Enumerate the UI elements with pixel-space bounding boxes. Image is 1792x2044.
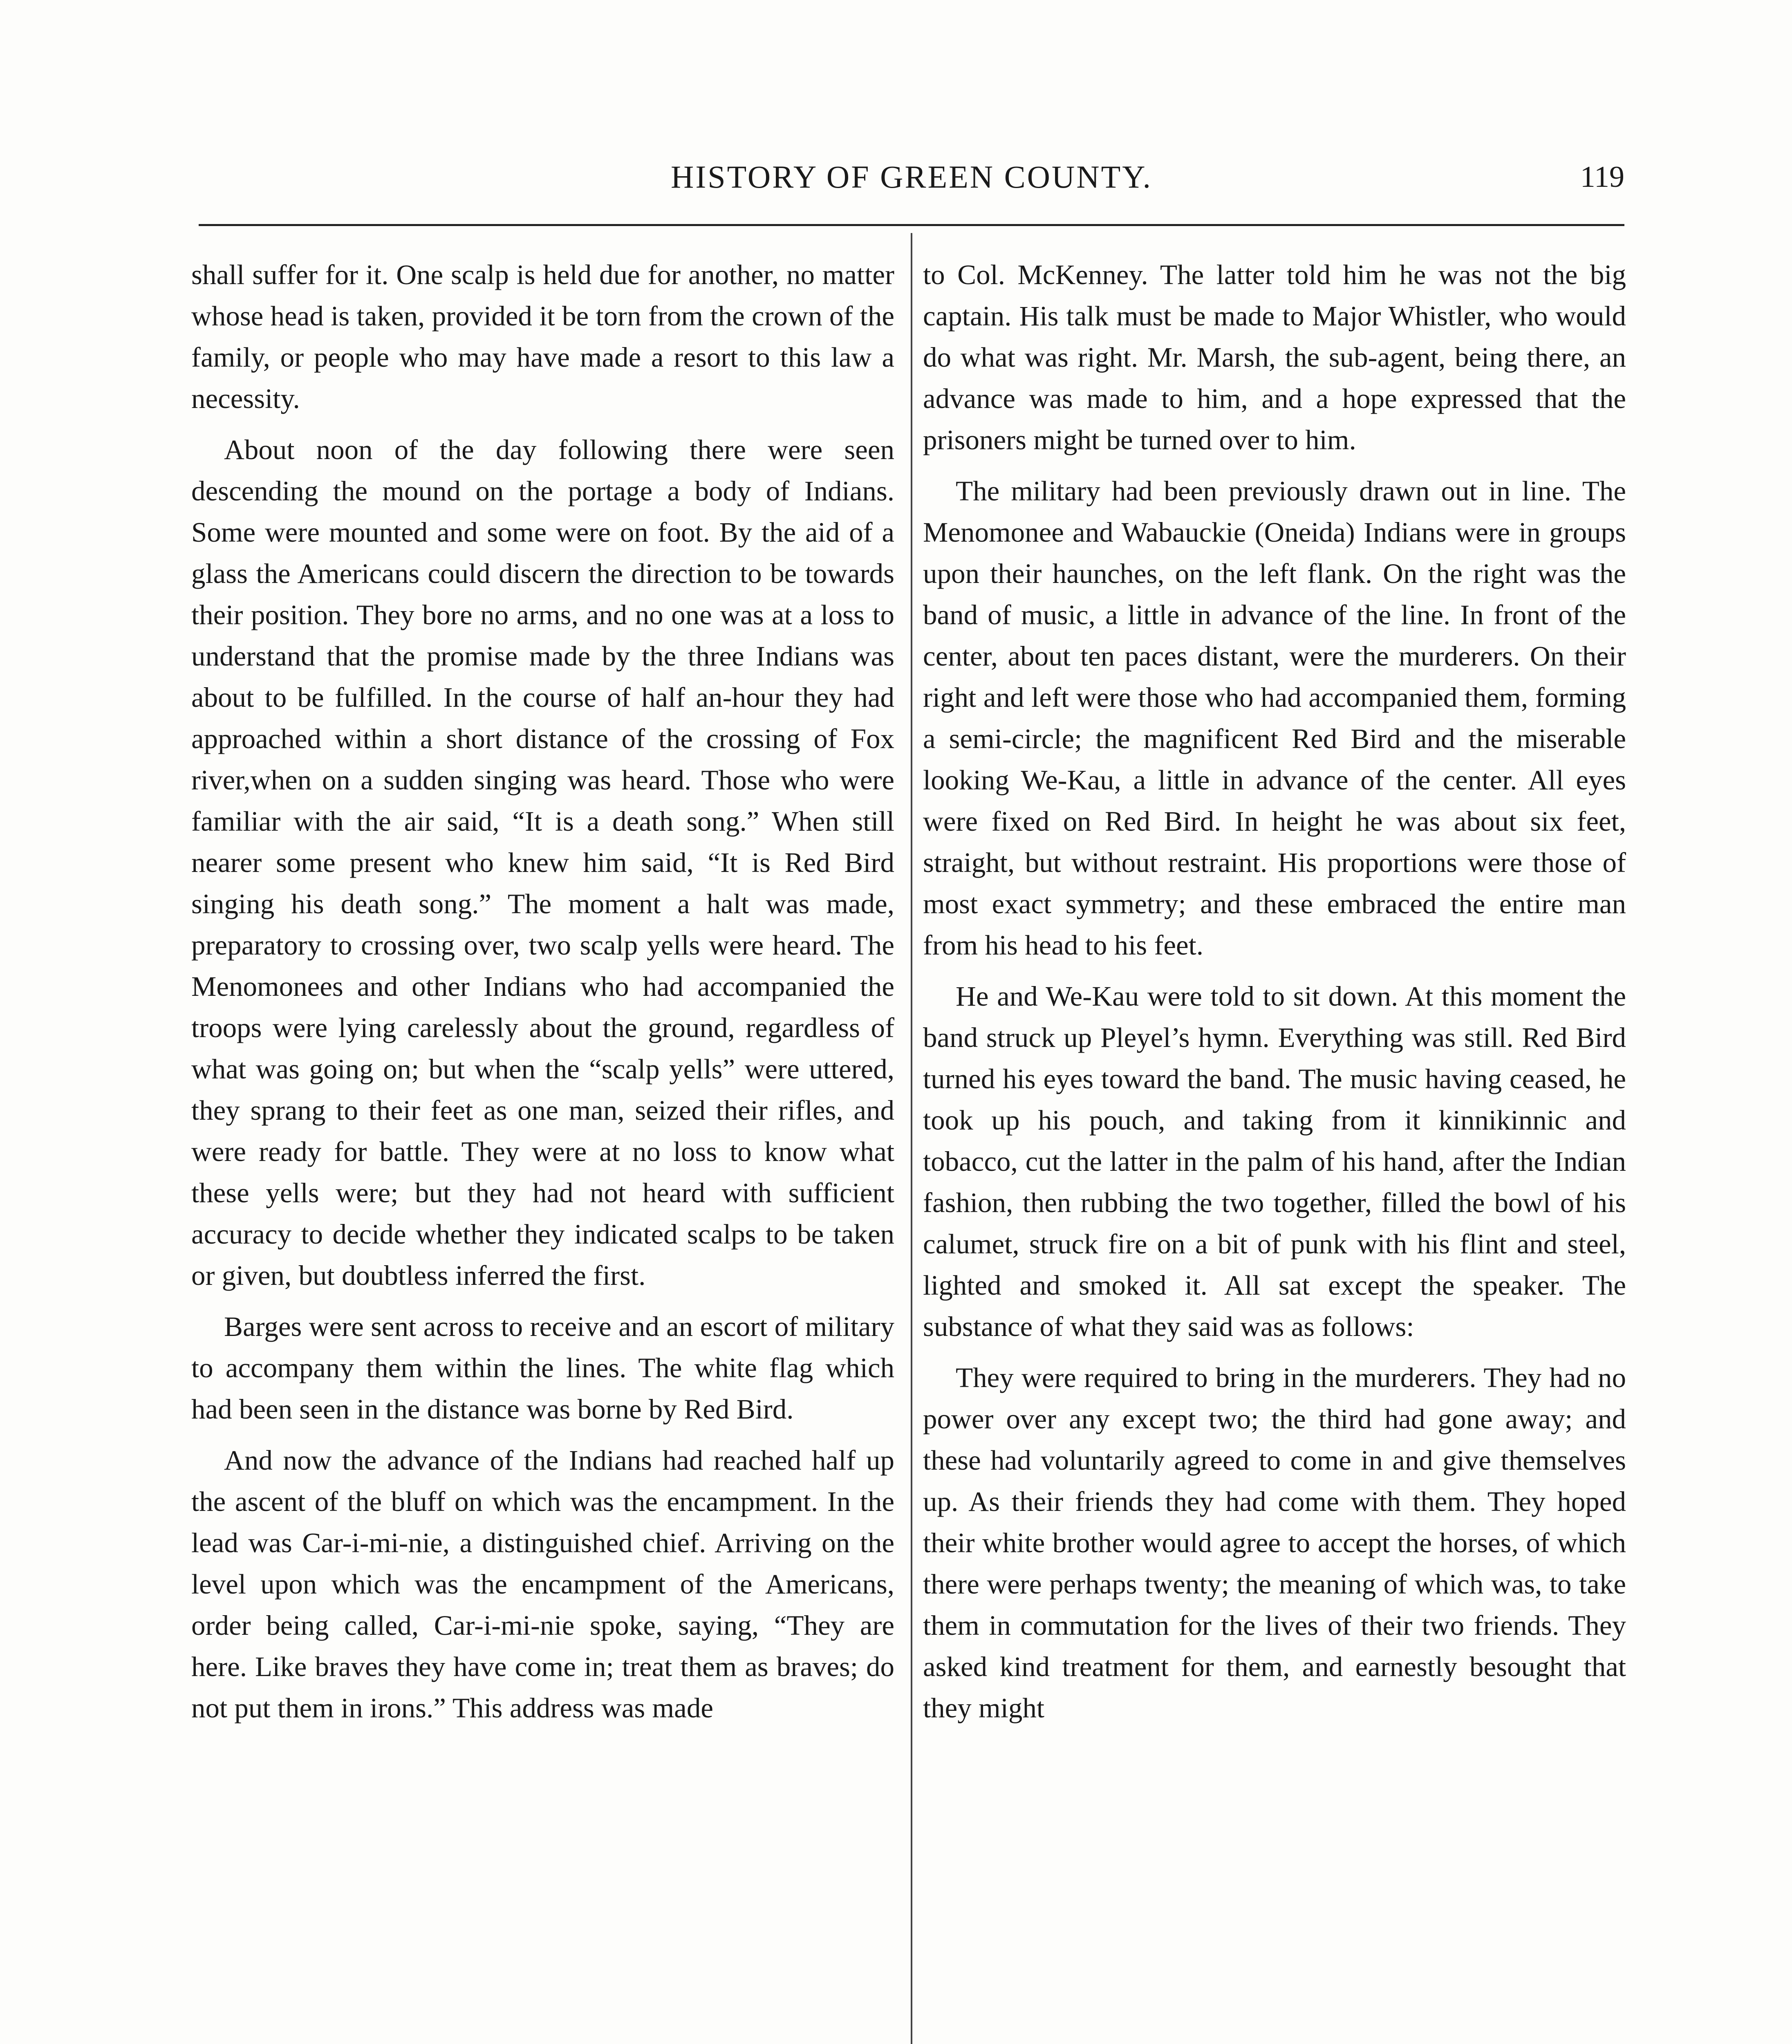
paragraph: They were required to bring in the murderers. They had no power over any except two; the third had gone away; and these had voluntarily agreed to come in and give themselves up. As their friends they had come with them. They hoped their white brother would agree to accept the horses, of which there were perhaps twenty; the meaning of which was, to take them in commutation for the lives of their two friends. They asked kind treatment for them, and earnestly besought that they might [923,1362,1626,1724]
paragraph: shall suffer for it. One scalp is held due for another, no matter whose head is taken, provided it be torn from the crown of the family, or people who may have made a resort to this law a necessity. [191,259,894,414]
paragraph: to Col. McKenney. The latter told him he was not the big captain. His talk must be made to Major Whistler, who would do what was right. Mr. Marsh, the sub-agent, being there, an advance was made to him, and a hope expressed that the prisoners might be turned over to him. [923,259,1626,455]
page-title: HISTORY OF GREEN COUNTY. [670,159,1153,195]
running-header [199,150,1624,204]
page-number: 119 [1580,160,1624,194]
paragraph: Barges were sent across to receive and an escort of military to accompany them within the lines. The white flag which had been seen in the distance was borne by Red Bird. [191,1311,894,1425]
paragraph: The military had been previously drawn out in line. The Menomonee and Wabauckie (Oneida) Indians were in groups upon their haunches, on the left flank. On the right was the band of music, a little in advance of the line. In front of the center, about ten paces distant, were the murderers. On their right and left were those who had accompanied them, forming a semi-circle; the magnificent Red Bird and the miserable looking We-Kau, a little in advance of the center. All eyes were fixed on Red Bird. In height he was about six feet, straight, but without restraint. His proportions were those of most exact symmetry; and these embraced the entire man from his head to his feet. [923,475,1626,961]
left-column [191,254,894,1739]
column-divider [911,233,912,2044]
paragraph: And now the advance of the Indians had reached half up the ascent of the bluff on which was the encampment. In the lead was Car-i-mi-nie, a distinguished chief. Arriving on the level upon which was the encampment of the Americans, order being called, Car-i-mi-nie spoke, saying, “They are here. Like braves they have come in; treat them as braves; do not put them in irons.” This address was made [191,1445,894,1724]
paragraph: About noon of the day following there were seen descending the mound on the portage a body of Indians. Some were mounted and some were on foot. By the aid of a glass the Americans could discern the direction to be towards their position. They bore no arms, and no one was at a loss to understand that the promise made by the three Indians was about to be fulfilled. In the course of half an-hour they had approached within a short distance of the crossing of Fox river,when on a sudden singing was heard. Those who were familiar with the air said, “It is a death song.” When still nearer some present who knew him said, “It is Red Bird singing his death song.” The moment a halt was made, preparatory to crossing over, two scalp yells were heard. The Menomonees and other Indians who had accompanied the troops were lying carelessly about the ground, regardless of what was going on; but when the “scalp yells” were uttered, they sprang to their feet as one man, seized their rifles, and were ready for battle. They were at no loss to know what these yells were; but they had not heard with sufficient accuracy to decide whether they indicated scalps to be taken or given, but doubtless inferred the first. [191,434,894,1291]
right-column [923,254,1626,1739]
paragraph: He and We-Kau were told to sit down. At this moment the band struck up Pleyel’s hymn. Everything was still. Red Bird turned his eyes toward the band. The music having ceased, he took up his pouch, and taking from it kinnikinnic and tobacco, cut the latter in the palm of his hand, after the Indian fashion, then rubbing the two together, filled the bowl of his calumet, struck fire on a bit of punk with his flint and steel, lighted and smoked it. All sat except the speaker. The substance of what they said was as follows: [923,981,1626,1342]
header-divider [199,224,1624,226]
